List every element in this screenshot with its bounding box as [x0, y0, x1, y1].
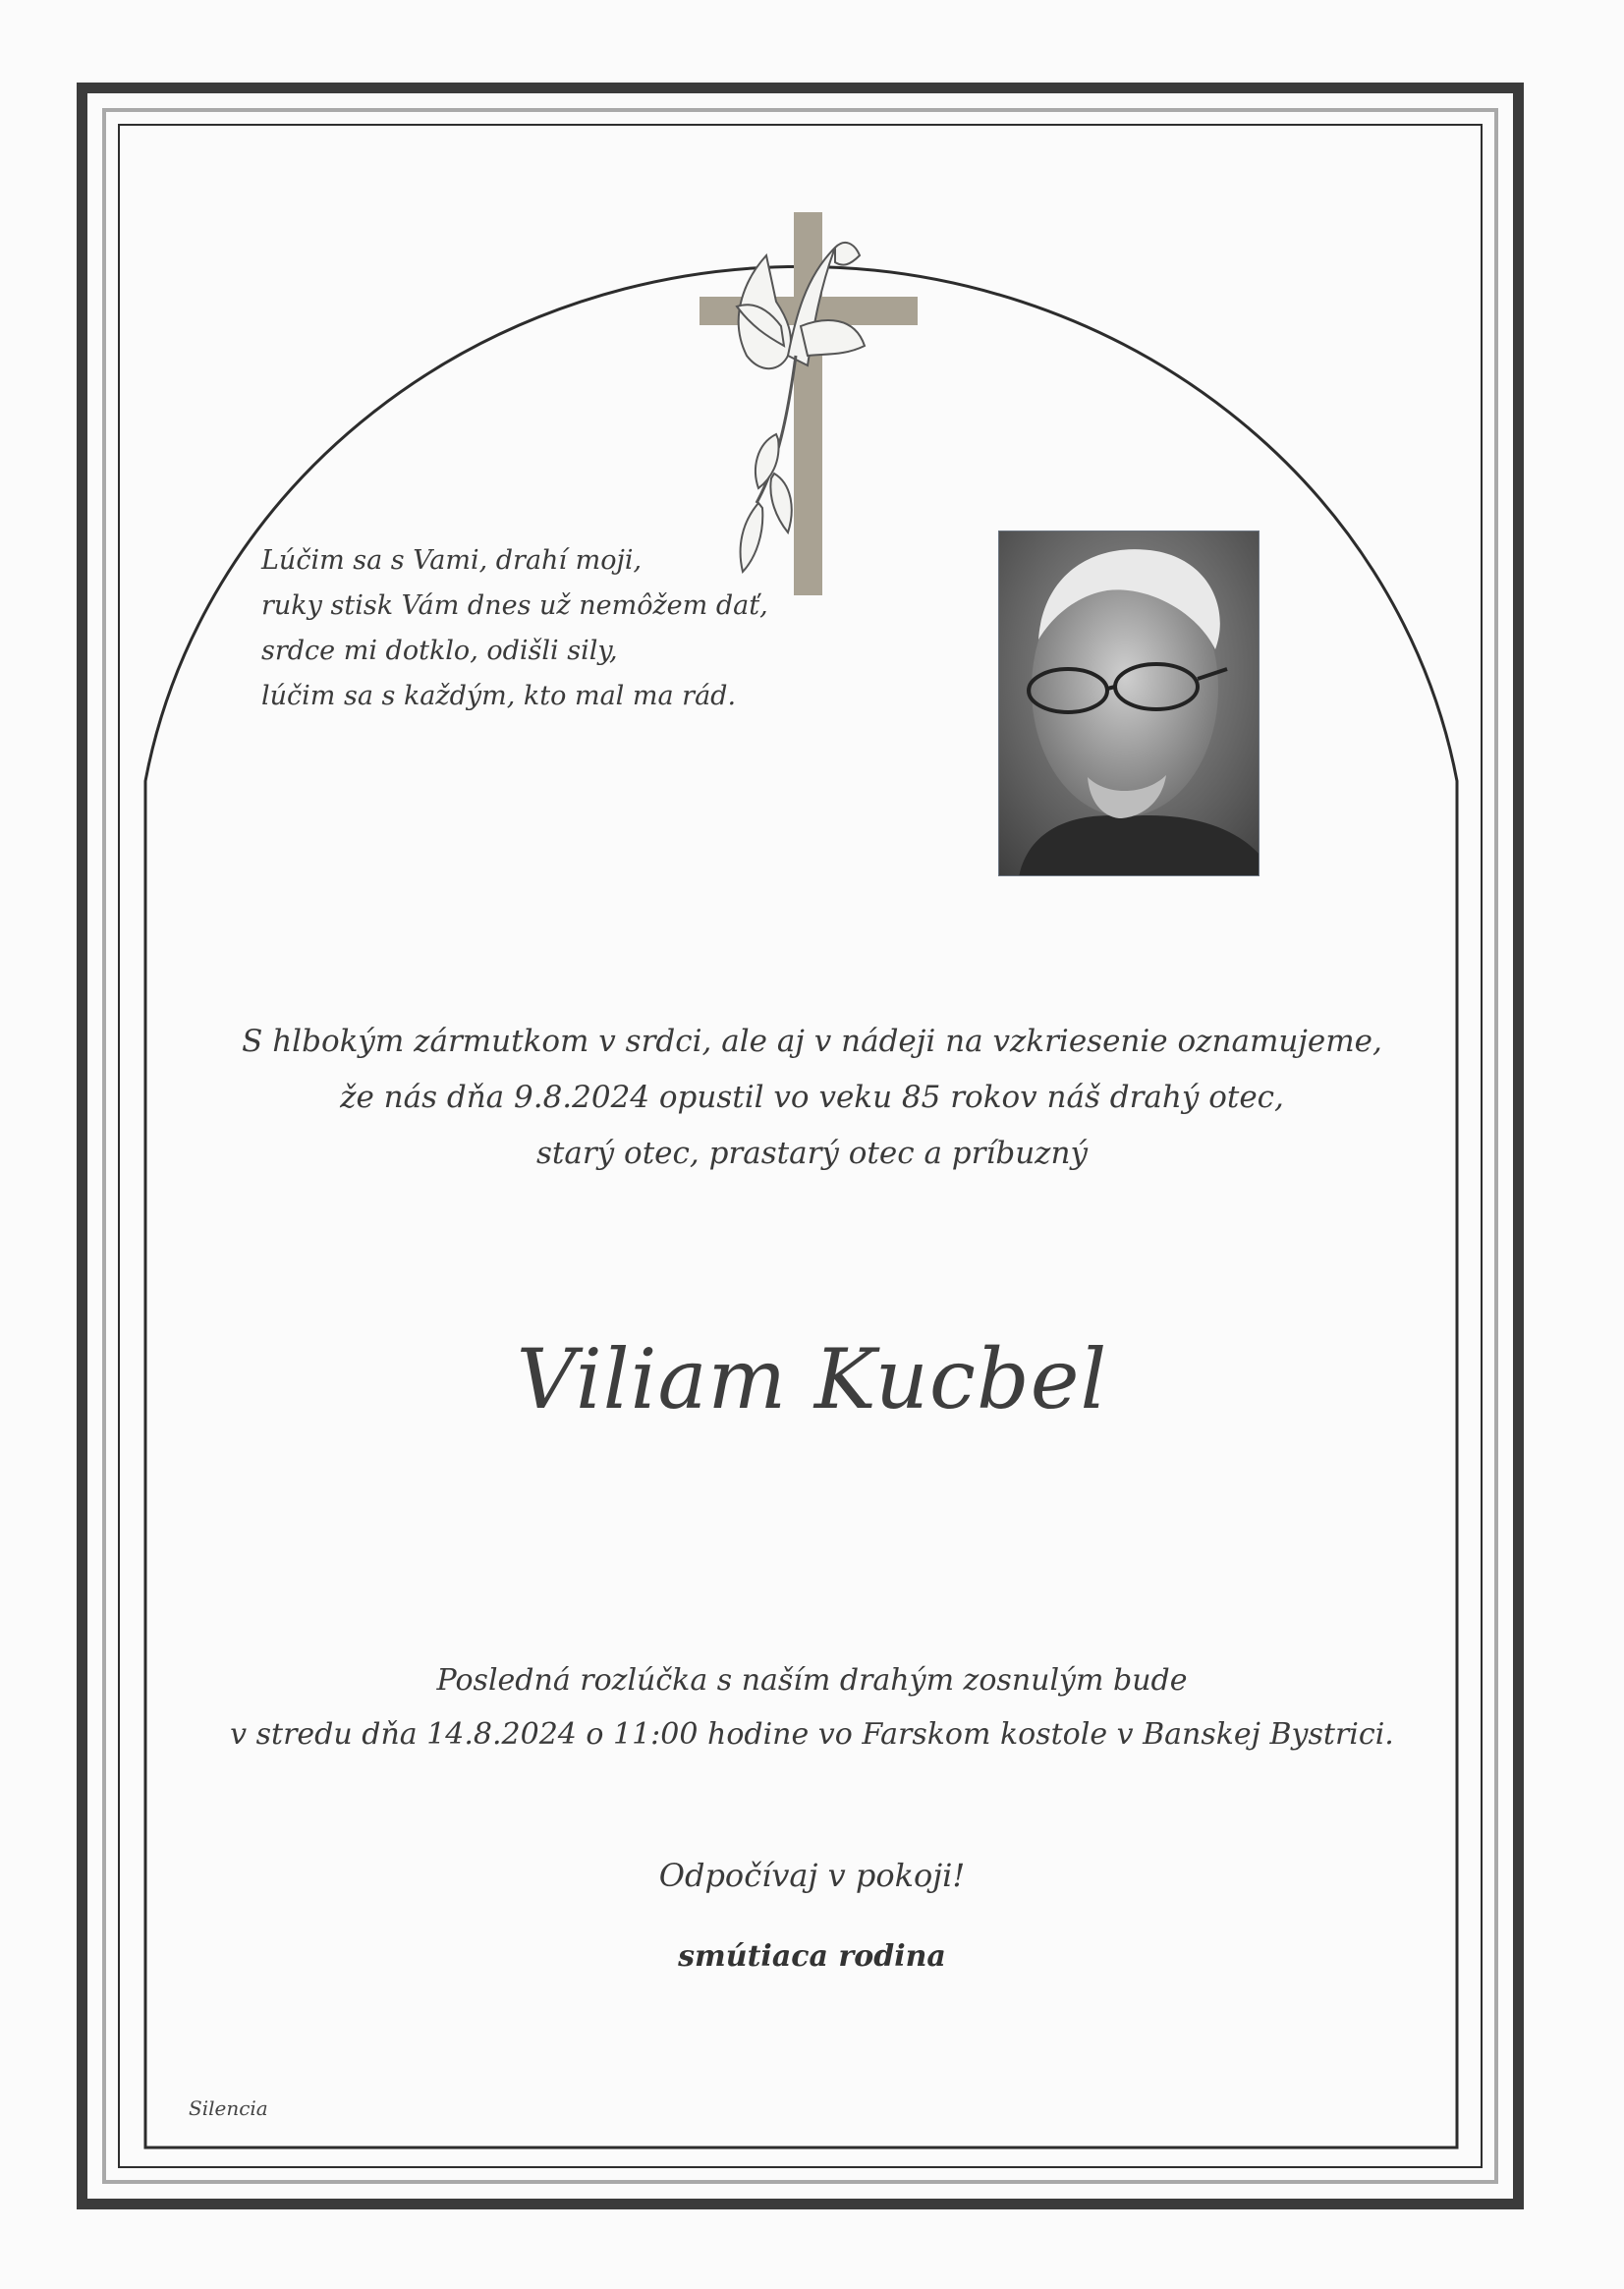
funeral-line: v stredu dňa 14.8.2024 o 11:00 hodine vo Farskom kostole v Banskej Bystrici.: [230, 1717, 1394, 1752]
announcement-text: [167, 1014, 1457, 1182]
deceased-photo: [998, 530, 1260, 876]
rest-in-peace: Odpočívaj v pokoji!: [658, 1857, 966, 1894]
announcement-line: S hlbokým zármutkom v srdci, ale aj v nádeji na vzkriesenie oznamujeme,: [242, 1024, 1382, 1059]
poem-line: lúčim sa s každým, kto mal ma rád.: [261, 681, 737, 711]
deceased-name: Viliam Kucbel: [516, 1331, 1108, 1427]
mourning-family: smútiaca rodina: [678, 1939, 946, 1974]
brand-label: Silencia: [189, 2096, 268, 2120]
funeral-line: Posledná rozlúčka s naším drahým zosnulým bude: [436, 1663, 1188, 1698]
announcement-line: starý otec, prastarý otec a príbuzný: [536, 1136, 1088, 1171]
announcement-line: že nás dňa 9.8.2024 opustil vo veku 85 rokov náš drahý otec,: [340, 1080, 1284, 1115]
funeral-info: [167, 1653, 1457, 1761]
poem-line: ruky stisk Vám dnes už nemôžem dať,: [261, 590, 768, 621]
poem-line: Lúčim sa s Vami, drahí moji,: [261, 545, 643, 576]
farewell-poem: [261, 538, 812, 719]
poem-line: srdce mi dotklo, odišli sily,: [261, 636, 618, 666]
